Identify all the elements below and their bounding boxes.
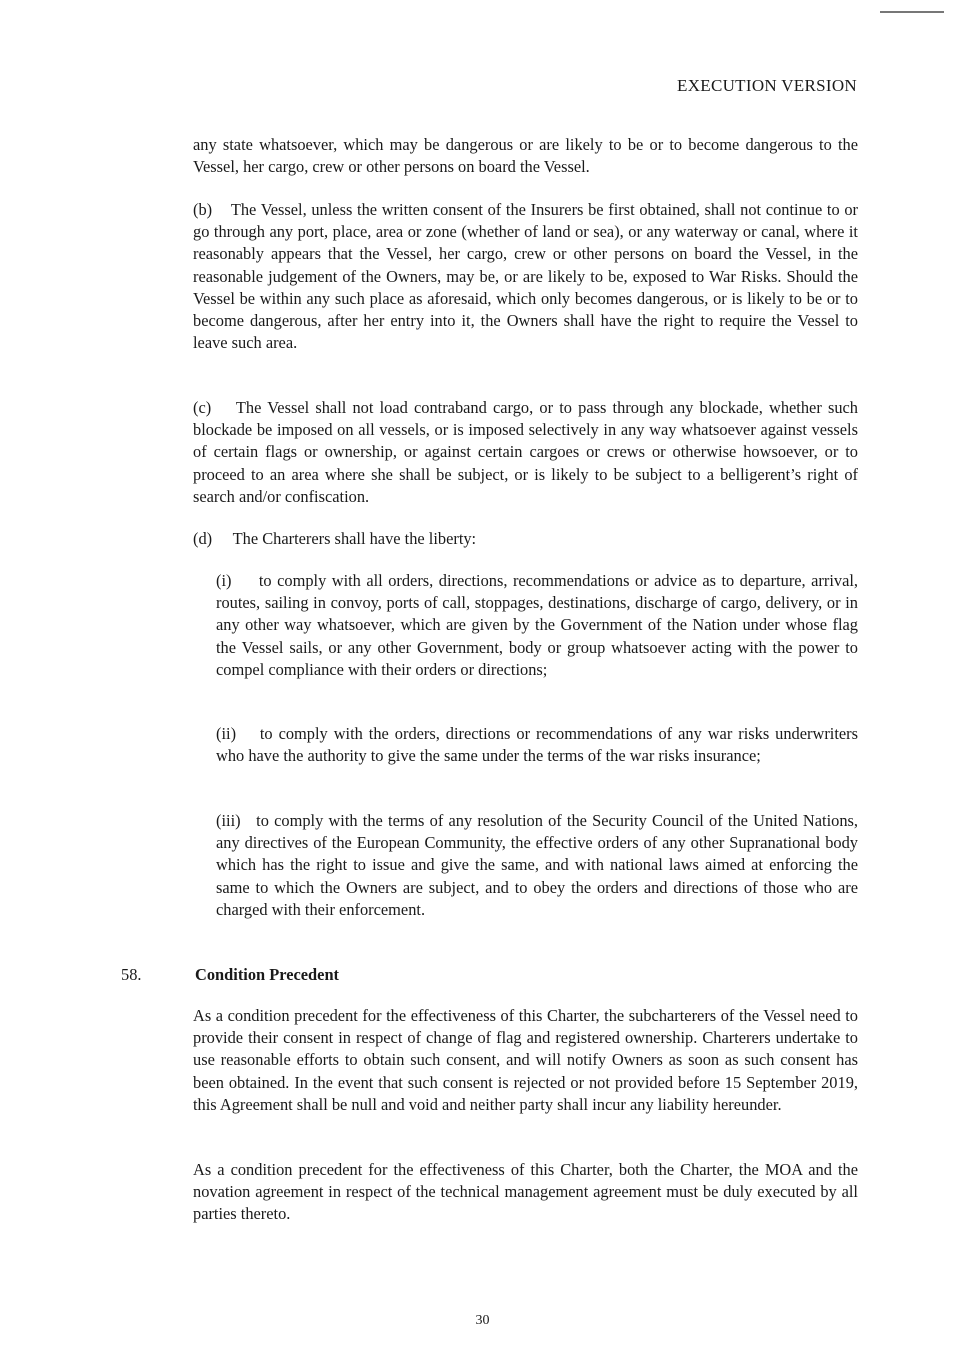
clause-d-i-label: (i) — [216, 571, 232, 590]
clause-d-i-paragraph — [216, 570, 858, 681]
clause-c-text: The Vessel shall not load contraband cargo, or to pass through any blockade, whether such blockade be imposed on all vessels, or is imposed selectively in any way whatsoever against vessels of certain flags or ownership, or against certain cargoes or crews or otherwise howsoever, or to proceed to an area where she shall be subject, or is likely to be subject to a belligerent’s right of search and/or confiscation. — [193, 398, 858, 506]
clause-d-i-text: to comply with all orders, directions, recommendations or advice as to departure, arrival, routes, sailing in convoy, ports of call, stoppages, destinations, discharge of cargo, delivery, or in any other way whatsoever, which are given by the Government of the Nation under whose flag the Vessel sails, or any other Government, body or group whatsoever acting with the power to compel compliance with their orders or directions; — [216, 571, 858, 679]
clause-b-label: (b) — [193, 200, 213, 219]
clause-d-iii-text: to comply with the terms of any resolution of the Security Council of the United Nations, any directives of the European Community, the effective orders of any other Supranational body which has the right to issue and give the same, and with national laws aimed at enforcing the same to which the Owners are subject, and to obey the orders and directions of those who are charged with their enforcement. — [216, 811, 859, 919]
clause-d-ii-label: (ii) — [216, 724, 237, 743]
clause-d-label: (d) — [193, 529, 213, 548]
clause-c-paragraph — [193, 397, 858, 508]
clause-d-paragraph — [193, 528, 858, 550]
continuation-paragraph: any state whatsoever, which may be dangerous or are likely to be or to become dangerous to the Vessel, her cargo, crew or other persons on board the Vessel. — [193, 135, 858, 177]
execution-version-header: EXECUTION VERSION — [677, 76, 857, 95]
clause-d-iii-label: (iii) — [216, 811, 241, 830]
clause-b-text: The Vessel, unless the written consent of the Insurers be first obtained, shall not continue to or go through any port, place, area or zone (whether of land or sea), or any waterway or canal, where it reasonably appears that the Vessel, her cargo, crew or other persons on board the Vessel, in the reasonable judgement of the Owners, may be, or are likely to be, exposed to War Risks. Should the Vessel be within any such place as aforesaid, which only becomes dangerous, or is likely to be or to become dangerous, after her entry into it, the Owners shall have the right to require the Vessel to leave such area. — [193, 200, 858, 353]
clause-d-text: The Charterers shall have the liberty: — [232, 529, 477, 548]
section-number: 58. — [121, 965, 142, 984]
clause-c-label: (c) — [193, 398, 212, 417]
clause-d-ii-text: to comply with the orders, directions or recommendations of any war risks underwriters who have the authority to give the same under the terms of the war risks insurance; — [216, 724, 859, 766]
condition-precedent-paragraph-2: As a condition precedent for the effectiveness of this Charter, both the Charter, the MOA and the novation agreement in respect of the technical management agreement must be duly executed by all parties thereto. — [193, 1160, 858, 1224]
scan-artifact-line — [880, 11, 944, 13]
clause-b-paragraph — [193, 199, 858, 354]
condition-precedent-paragraph-1: As a condition precedent for the effectiveness of this Charter, the subcharterers of the Vessel need to provide their consent in respect of change of flag and registered ownership. Charterers undertake to use reasonable efforts to obtain such consent, and will notify Owners as soon as such consent has been obtained. In the event that such consent is rejected or not provided before 15 September 2019, this Agreement shall be null and void and neither party shall incur any liability hereunder. — [193, 1006, 858, 1114]
section-title: Condition Precedent — [195, 965, 340, 984]
clause-d-ii-paragraph — [216, 723, 858, 767]
page-number: 30 — [475, 1313, 490, 1328]
clause-d-iii-paragraph — [216, 810, 858, 921]
